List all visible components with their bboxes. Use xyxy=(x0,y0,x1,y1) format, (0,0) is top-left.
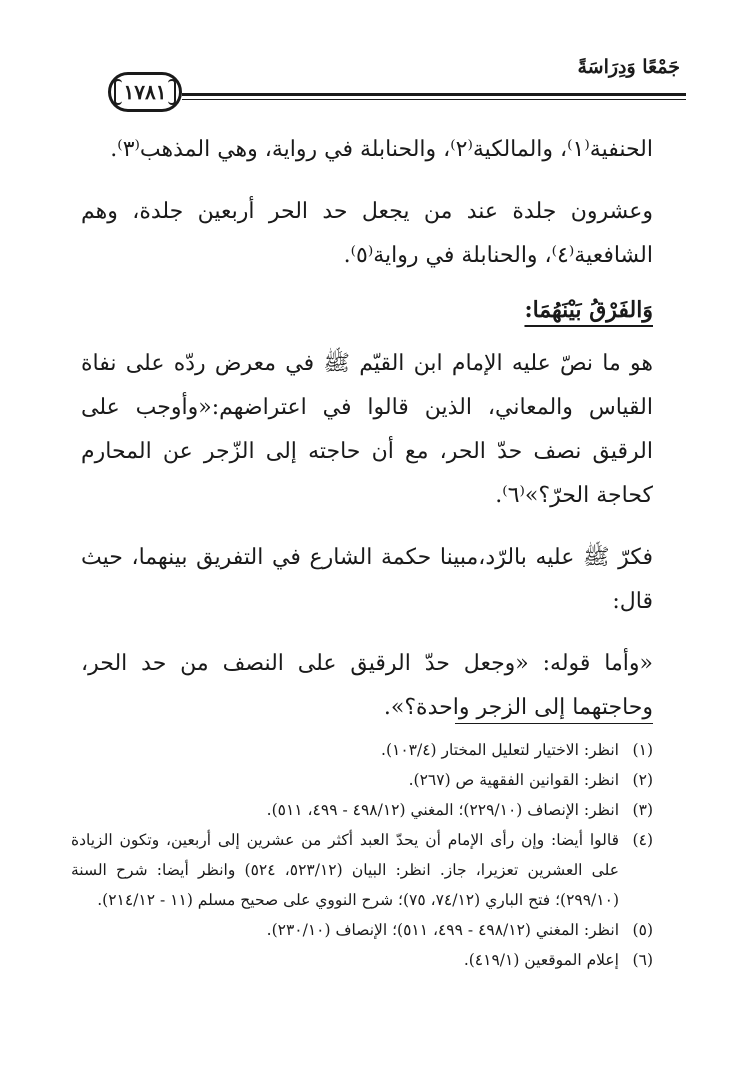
running-title: جَمْعًا وَدِرَاسَةً xyxy=(577,56,680,78)
paragraph-1: الحنفية⁽١⁾، والمالكية⁽٢⁾، والحنابلة في رواية، وهي المذهب⁽٣⁾. xyxy=(110,137,653,162)
footnote-text: إعلام الموقعين (٤١٩/١). xyxy=(463,951,619,969)
footnote-number: (٦) xyxy=(632,951,653,969)
footnote xyxy=(71,765,653,795)
paragraph-3: هو ما نصّ عليه الإمام ابن القيّم ﷺ في معرض ردّه على نفاة القياس والمعاني، الذين قالوا في اعتراضهم:«وأوجب على الرقيق نصف حدّ الحر، مع أن حاجته إلى الزّجر عن المحارم كحاجة الحرّ؟»⁽٦⁾. xyxy=(81,351,653,508)
header-rule xyxy=(182,93,686,96)
page-number: ١٧٨١ xyxy=(123,80,167,104)
footnote-number: (١) xyxy=(632,741,653,759)
footnote-number: (٤) xyxy=(632,831,653,849)
footnote xyxy=(71,735,653,765)
footnote xyxy=(71,945,653,975)
footnote-number: (٥) xyxy=(632,921,653,939)
footnotes xyxy=(71,735,653,975)
section-heading-text: وَالفَرْقُ بَيْنَهُمَا: xyxy=(524,297,653,323)
footnote-text: انظر: الإنصاف (٢٢٩/١٠)؛ المغني (٤٩٨/١٢ - ٤٩٩، ٥١١). xyxy=(266,801,619,819)
paragraph-5: «وأما قوله: «وجعل حدّ الرقيق على النصف من حد الحر، وحاجتهما إلى الزجر واحدة؟». xyxy=(81,651,653,720)
footnote-text: قالوا أيضا: وإن رأى الإمام أن يحدّ العبد أكثر من عشرين إلى أربعين، وتكون الزيادة على العشرين تعزيرا، جاز. انظر: البيان (٥٢٣/١٢، ٥٢٤) وانظر أيضا: شرح السنة (٢٩٩/١٠)؛ فتح الباري (٧٤/١٢، ٧٥)؛ شرح النووي على صحيح مسلم (١١ - ٢١٤/١٢). xyxy=(71,831,619,909)
page-number-badge xyxy=(108,72,182,112)
footnote-text: انظر: القوانين الفقهية ص (٢٦٧). xyxy=(408,771,619,789)
footnote xyxy=(71,825,653,915)
footnote-number: (٣) xyxy=(632,801,653,819)
paragraph-4: فكرّ ﷺ عليه بالرّد،مبينا حكمة الشارع في التفريق بينهما، حيث قال: xyxy=(81,545,653,614)
header-rule-thin xyxy=(182,99,686,100)
footnote xyxy=(71,915,653,945)
footnote-number: (٢) xyxy=(632,771,653,789)
footnote-text: انظر: المغني (٤٩٨/١٢ - ٤٩٩، ٥١١)؛ الإنصاف (٢٣٠/١٠). xyxy=(266,921,619,939)
paragraph-2: وعشرون جلدة عند من يجعل حد الحر أربعين جلدة، وهم الشافعية⁽٤⁾، والحنابلة في رواية⁽٥⁾. xyxy=(81,199,653,268)
page-header xyxy=(94,52,686,112)
footnote xyxy=(71,795,653,825)
footnote-separator xyxy=(455,723,653,724)
main-text xyxy=(81,128,653,730)
section-heading xyxy=(81,288,653,332)
footnote-text: انظر: الاختيار لتعليل المختار (١٠٣/٤). xyxy=(381,741,619,759)
